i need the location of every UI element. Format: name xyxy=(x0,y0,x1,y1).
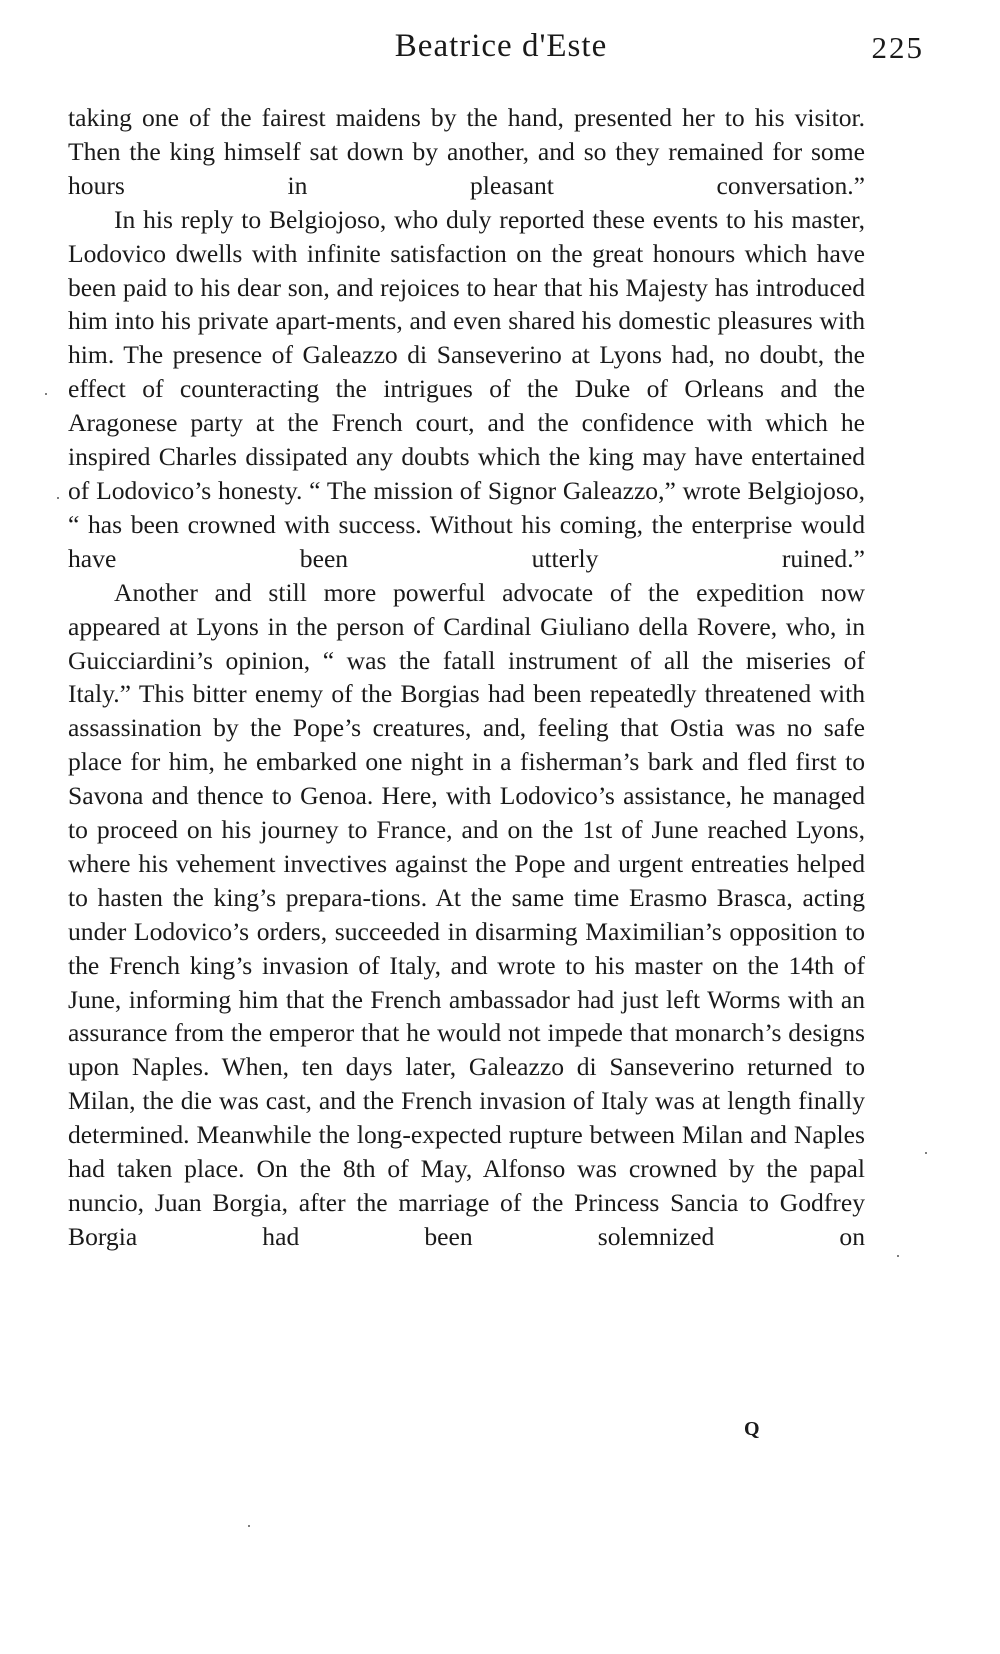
paragraph-3: Another and still more powerful advocate of the expedition now appeared at Lyons in the person of Cardinal Giuliano della Rovere, who, in Guicciardini’s opinion, “ was the fatall instrument of all the miseries of Italy.” This bitter enemy of the Borgias had been repeatedly threatened with assassination by the Pope’s creatures, and, feeling that Ostia was no safe place for him, he embarked one night in a fisherman’s bark and fled first to Savona and thence to Genoa. Here, with Lodovico’s assistance, he managed to proceed on his journey to France, and on the 1st of June reached Lyons, where his vehement invectives against the Pope and urgent entreaties helped to hasten the king’s prepara-tions. At the same time Erasmo Brasca, acting under Lodovico’s orders, succeeded in disarming Maximilian’s opposition to the French king’s invasion of Italy, and wrote to his master on the 14th of June, informing him that the French ambassador had just left Worms with an assurance from the emperor that he would not impede that monarch’s designs upon Naples. When, ten days later, Galeazzo di Sanseverino returned to Milan, the die was cast, and the French invasion of Italy was at length finally determined. Meanwhile the long-expected rupture between Milan and Naples had taken place. On the 8th of May, Alfonso was crowned by the papal nuncio, Juan Borgia, after the marriage of the Princess Sancia to Godfrey Borgia had been solemnized on xyxy=(68,577,865,1251)
signature-mark: Q xyxy=(744,1418,761,1440)
margin-speck xyxy=(57,497,59,499)
paragraph-1: taking one of the fairest maidens by the hand, presented her to his visitor. Then the king himself sat down by another, and so they remained for some hours in pleasant conversation.” xyxy=(68,103,865,200)
margin-speck xyxy=(897,1255,899,1257)
paragraph-2: In his reply to Belgiojoso, who duly reported these events to his master, Lodovico dwells with infinite satisfaction on the great honours which have been paid to his dear son, and rejoices to hear that his Majesty has introduced him into his private apart-ments, and even shared his domestic pleasures with him. The presence of Galeazzo di Sanseverino at Lyons had, no doubt, the effect of counteracting the intrigues of the Duke of Orleans and the Aragonese party at the French court, and the confidence with which he inspired Charles dissipated any doubts which the king may have entertained of Lodovico’s honesty. “ The mission of Signor Galeazzo,” wrote Belgiojoso, “ has been crowned with success. Without his coming, the enterprise would have been utterly ruined.” xyxy=(68,204,865,573)
running-title: Beatrice d'Este xyxy=(394,28,608,64)
margin-speck xyxy=(925,1152,927,1154)
margin-speck xyxy=(248,1525,250,1527)
body-text xyxy=(68,101,865,1254)
page-header xyxy=(70,28,932,72)
page-number: 225 xyxy=(871,30,924,65)
margin-speck xyxy=(45,393,47,395)
